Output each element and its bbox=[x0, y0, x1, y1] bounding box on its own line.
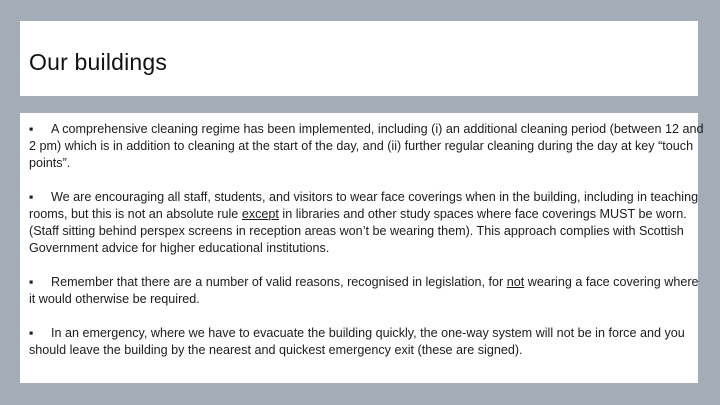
bullet-text: A comprehensive cleaning regime has been implemented, including (i) an additional cleaning period (between 12 and 2 pm) which is in addition to cleaning at the start of the day, and (ii) further regular cleaning during the day at key “touch points”. bbox=[29, 122, 704, 170]
slide-title: Our buildings bbox=[29, 49, 168, 75]
bullet-text-end: in libraries and other study spaces where face coverings MUST be worn. (Staff sitting behind perspex screens in reception areas won’t be wearing them). This approach complies with Scottish Government advice for higher educational institutions. bbox=[29, 207, 687, 255]
underlined-not: not bbox=[506, 275, 525, 289]
underlined-except: except bbox=[241, 207, 279, 221]
bullet-marker: ▪ bbox=[29, 275, 34, 289]
bullet-text: In an emergency, where we have to evacuate the building quickly, the one-way system will not be in force and you should leave the building by the nearest and quickest emergency exit (these are signed). bbox=[29, 326, 685, 357]
title-panel bbox=[20, 21, 698, 96]
bullet-text-start: We are encouraging all staff, students, and visitors to wear face coverings when in the building, including in teaching rooms, but this is not an absolute rule bbox=[29, 190, 699, 221]
bullet-marker: ▪ bbox=[29, 326, 34, 340]
bullet-emergency bbox=[29, 325, 705, 359]
content-panel bbox=[20, 113, 704, 383]
bullet-text-end: wearing a face covering where it would otherwise be required. bbox=[29, 275, 699, 306]
bullet-text-start: Remember that there are a number of valid reasons, recognised in legislation, for bbox=[51, 275, 504, 289]
bullet-marker: ▪ bbox=[29, 190, 34, 204]
bullet-list bbox=[29, 121, 705, 376]
bullet-valid-reasons bbox=[29, 274, 705, 308]
bullet-face-coverings bbox=[29, 189, 705, 257]
bullet-cleaning bbox=[29, 121, 705, 172]
bullet-marker: ▪ bbox=[29, 122, 34, 136]
